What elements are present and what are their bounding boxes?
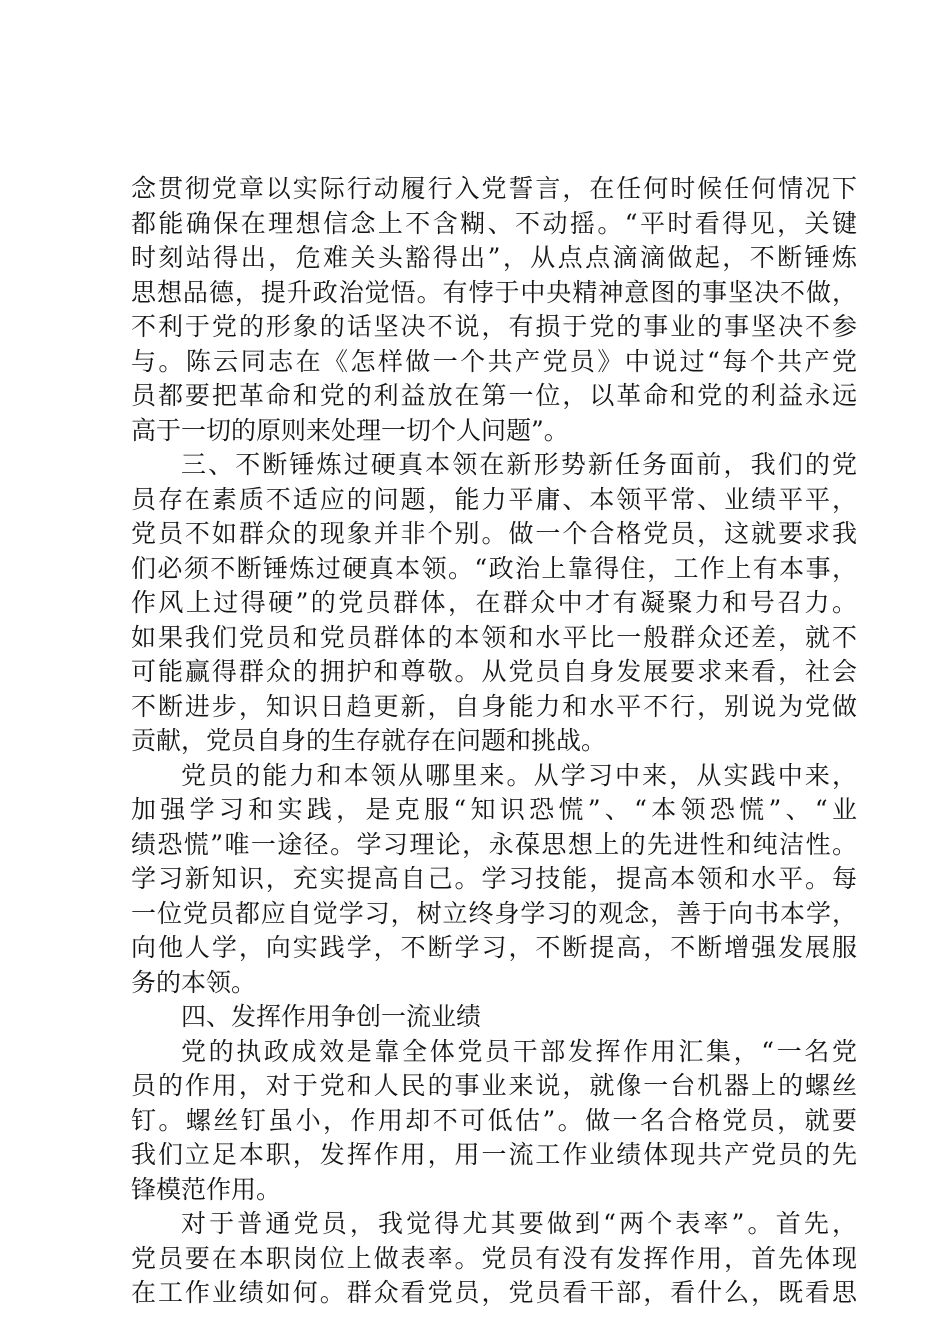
text-line: 党的执政成效是靠全体党员干部发挥作用汇集，“一名党 xyxy=(181,1036,857,1066)
text-line: 锋模范作用。 xyxy=(131,1174,282,1204)
document-body xyxy=(131,172,857,1311)
text-line: 对于普通党员，我觉得尤其要做到“两个表率”。首先， xyxy=(181,1209,857,1238)
text-line: 务的本领。 xyxy=(131,967,257,997)
text-line: 员都要把革命和党的利益放在第一位，以革命和党的利益永远 xyxy=(131,381,857,410)
text-line: 不利于党的形象的话坚决不说，有损于党的事业的事坚决不参 xyxy=(131,312,857,341)
text-line: 在工作业绩如何。群众看党员，党员看干部，看什么，既看思 xyxy=(131,1278,857,1307)
text-line: 高于一切的原则来处理一切个人问题”。 xyxy=(131,415,569,445)
text-line: 与。陈云同志在《怎样做一个共产党员》中说过“每个共产党 xyxy=(131,346,857,376)
text-line: 学习新知识，充实提高自己。学习技能，提高本领和水平。每 xyxy=(131,864,857,893)
text-line: 都能确保在理想信念上不含糊、不动摇。“平时看得见，关键 xyxy=(131,208,857,238)
text-line: 员的作用，对于党和人民的事业来说，就像一台机器上的螺丝 xyxy=(131,1071,857,1100)
text-line: 钉。螺丝钉虽小，作用却不可低估”。做一名合格党员，就要 xyxy=(131,1105,857,1135)
text-line: 我们立足本职，发挥作用，用一流工作业绩体现共产党员的先 xyxy=(131,1140,857,1169)
text-line: 时刻站得出，危难关头豁得出”，从点点滴滴做起，不断锤炼 xyxy=(131,243,857,272)
text-line: 贡献，党员自身的生存就存在问题和挑战。 xyxy=(131,726,607,755)
text-line: 念贯彻党章以实际行动履行入党誓言，在任何时候任何情况下 xyxy=(131,174,857,203)
text-line: 思想品德，提升政治觉悟。有悖于中央精神意图的事坚决不做， xyxy=(131,277,857,307)
text-line: 不断进步，知识日趋更新，自身能力和水平不行，别说为党做 xyxy=(131,691,857,721)
text-line: 一位党员都应自觉学习，树立终身学习的观念，善于向书本学， xyxy=(131,898,857,928)
text-line: 向他人学，向实践学，不断学习，不断提高，不断增强发展服 xyxy=(131,933,857,962)
text-line: 员存在素质不适应的问题，能力平庸、本领平常、业绩平平， xyxy=(131,484,857,514)
text-line: 加强学习和实践，是克服“知识恐慌”、“本领恐慌”、“业 xyxy=(131,795,857,824)
text-line: 作风上过得硬”的党员群体，在群众中才有凝聚力和号召力。 xyxy=(131,588,857,617)
text-line: 们必须不断锤炼过硬真本领。“政治上靠得住，工作上有本事， xyxy=(131,553,857,583)
text-line: 如果我们党员和党员群体的本领和水平比一般群众还差，就不 xyxy=(131,622,857,652)
text-line: 绩恐慌”唯一途径。学习理论，永葆思想上的先进性和纯洁性。 xyxy=(131,829,857,859)
text-line: 可能赢得群众的拥护和尊敬。从党员自身发展要求来看，社会 xyxy=(131,657,857,686)
text-line: 四、发挥作用争创一流业绩 xyxy=(181,1002,482,1031)
text-line: 党员的能力和本领从哪里来。从学习中来，从实践中来， xyxy=(181,760,857,790)
text-line: 党员要在本职岗位上做表率。党员有没有发挥作用，首先体现 xyxy=(131,1243,857,1273)
text-line: 三、不断锤炼过硬真本领在新形势新任务面前，我们的党 xyxy=(181,450,857,479)
text-line: 党员不如群众的现象并非个别。做一个合格党员，这就要求我 xyxy=(131,519,857,548)
